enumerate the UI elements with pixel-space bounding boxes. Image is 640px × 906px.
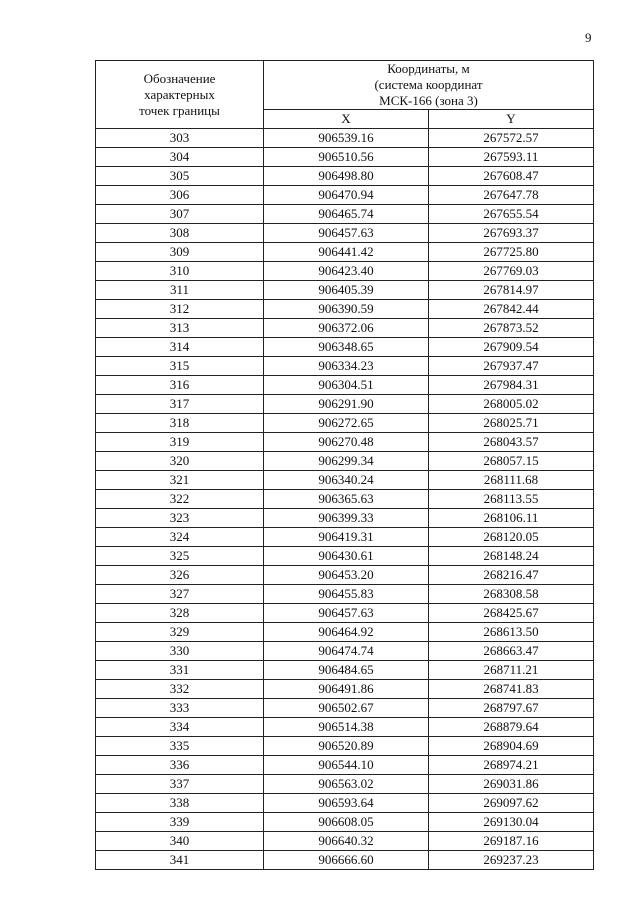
y-cell: 267655.54: [429, 205, 594, 224]
x-cell: 906514.38: [264, 718, 429, 737]
table-row: [96, 433, 594, 452]
table-row: [96, 300, 594, 319]
coordinates-line-3: МСК-166 (зона 3): [379, 93, 478, 108]
y-cell: 267693.37: [429, 224, 594, 243]
point-cell: 320: [96, 452, 264, 471]
table-row: [96, 794, 594, 813]
table-row: [96, 509, 594, 528]
table-row: [96, 547, 594, 566]
point-cell: 327: [96, 585, 264, 604]
table-row: [96, 661, 594, 680]
y-cell: 269097.62: [429, 794, 594, 813]
point-cell: 310: [96, 262, 264, 281]
table-row: [96, 737, 594, 756]
table-row: [96, 357, 594, 376]
table-row: [96, 699, 594, 718]
point-cell: 308: [96, 224, 264, 243]
x-cell: 906640.32: [264, 832, 429, 851]
y-cell: 267984.31: [429, 376, 594, 395]
y-cell: 269130.04: [429, 813, 594, 832]
point-cell: 338: [96, 794, 264, 813]
point-cell: 321: [96, 471, 264, 490]
table-row: [96, 775, 594, 794]
x-cell: 906457.63: [264, 224, 429, 243]
point-cell: 335: [96, 737, 264, 756]
y-cell: 268663.47: [429, 642, 594, 661]
coordinates-group-header: [264, 61, 594, 110]
x-cell: 906455.83: [264, 585, 429, 604]
x-cell: 906430.61: [264, 547, 429, 566]
point-cell: 329: [96, 623, 264, 642]
table-row: [96, 585, 594, 604]
y-cell: 268425.67: [429, 604, 594, 623]
point-cell: 322: [96, 490, 264, 509]
y-cell: 268043.57: [429, 433, 594, 452]
x-cell: 906465.74: [264, 205, 429, 224]
table-row: [96, 528, 594, 547]
point-cell: 315: [96, 357, 264, 376]
point-cell: 336: [96, 756, 264, 775]
table-row: [96, 167, 594, 186]
table-row: [96, 262, 594, 281]
point-cell: 313: [96, 319, 264, 338]
x-cell: 906291.90: [264, 395, 429, 414]
point-cell: 340: [96, 832, 264, 851]
table-row: [96, 604, 594, 623]
table-row: [96, 490, 594, 509]
table-row: [96, 224, 594, 243]
y-cell: 267873.52: [429, 319, 594, 338]
table-row: [96, 338, 594, 357]
y-cell: 268057.15: [429, 452, 594, 471]
table-row: [96, 566, 594, 585]
table-row: [96, 376, 594, 395]
point-cell: 332: [96, 680, 264, 699]
x-cell: 906453.20: [264, 566, 429, 585]
table-row: [96, 205, 594, 224]
table-row: [96, 129, 594, 148]
point-cell: 309: [96, 243, 264, 262]
point-cell: 337: [96, 775, 264, 794]
coordinates-line-2: (система координат: [374, 77, 483, 92]
x-cell: 906334.23: [264, 357, 429, 376]
table-row: [96, 471, 594, 490]
x-cell: 906498.80: [264, 167, 429, 186]
x-cell: 906457.63: [264, 604, 429, 623]
y-cell: 267909.54: [429, 338, 594, 357]
y-cell: 268741.83: [429, 680, 594, 699]
point-cell: 323: [96, 509, 264, 528]
table-row: [96, 148, 594, 167]
y-cell: 269237.23: [429, 851, 594, 870]
y-cell: 267842.44: [429, 300, 594, 319]
point-cell: 324: [96, 528, 264, 547]
y-cell: 268120.05: [429, 528, 594, 547]
y-cell: 268308.58: [429, 585, 594, 604]
point-label-line-2: характерных: [144, 86, 215, 102]
point-cell: 318: [96, 414, 264, 433]
x-cell: 906348.65: [264, 338, 429, 357]
y-cell: 267593.11: [429, 148, 594, 167]
point-label-header: [96, 61, 264, 129]
table-row: [96, 832, 594, 851]
page-number: 9: [585, 30, 592, 45]
table-row: [96, 813, 594, 832]
x-cell: 906563.02: [264, 775, 429, 794]
x-cell: 906423.40: [264, 262, 429, 281]
y-cell: 268148.24: [429, 547, 594, 566]
point-label-line-3: точек границы: [139, 102, 220, 118]
y-cell: 268111.68: [429, 471, 594, 490]
table-row: [96, 281, 594, 300]
x-cell: 906474.74: [264, 642, 429, 661]
y-cell: 268216.47: [429, 566, 594, 585]
x-cell: 906470.94: [264, 186, 429, 205]
y-cell: 269031.86: [429, 775, 594, 794]
table-body: [96, 129, 594, 870]
x-cell: 906272.65: [264, 414, 429, 433]
table-row: [96, 851, 594, 870]
y-column-header: Y: [429, 110, 594, 129]
x-cell: 906510.56: [264, 148, 429, 167]
point-cell: 303: [96, 129, 264, 148]
point-cell: 319: [96, 433, 264, 452]
y-cell: 268025.71: [429, 414, 594, 433]
x-cell: 906608.05: [264, 813, 429, 832]
y-cell: 268005.02: [429, 395, 594, 414]
point-cell: 328: [96, 604, 264, 623]
x-cell: 906539.16: [264, 129, 429, 148]
table-row: [96, 756, 594, 775]
table-row: [96, 452, 594, 471]
x-cell: 906372.06: [264, 319, 429, 338]
point-cell: 316: [96, 376, 264, 395]
table-row: [96, 642, 594, 661]
x-cell: 906405.39: [264, 281, 429, 300]
coordinates-table: [95, 60, 594, 870]
point-label-line-1: Обозначение: [143, 70, 216, 86]
x-cell: 906666.60: [264, 851, 429, 870]
y-cell: 268613.50: [429, 623, 594, 642]
point-cell: 331: [96, 661, 264, 680]
x-cell: 906399.33: [264, 509, 429, 528]
point-cell: 325: [96, 547, 264, 566]
x-cell: 906593.64: [264, 794, 429, 813]
point-cell: 333: [96, 699, 264, 718]
x-cell: 906441.42: [264, 243, 429, 262]
table-row: [96, 395, 594, 414]
x-cell: 906304.51: [264, 376, 429, 395]
table-row: [96, 718, 594, 737]
x-cell: 906419.31: [264, 528, 429, 547]
y-cell: 268711.21: [429, 661, 594, 680]
x-cell: 906484.65: [264, 661, 429, 680]
y-cell: 267937.47: [429, 357, 594, 376]
y-cell: 267814.97: [429, 281, 594, 300]
y-cell: 268879.64: [429, 718, 594, 737]
table-row: [96, 623, 594, 642]
y-cell: 269187.16: [429, 832, 594, 851]
table-row: [96, 680, 594, 699]
x-cell: 906544.10: [264, 756, 429, 775]
point-cell: 317: [96, 395, 264, 414]
point-cell: 312: [96, 300, 264, 319]
point-cell: 341: [96, 851, 264, 870]
point-cell: 334: [96, 718, 264, 737]
x-cell: 906502.67: [264, 699, 429, 718]
y-cell: 268113.55: [429, 490, 594, 509]
y-cell: 267647.78: [429, 186, 594, 205]
table-row: [96, 414, 594, 433]
point-cell: 307: [96, 205, 264, 224]
y-cell: 268106.11: [429, 509, 594, 528]
y-cell: 268797.67: [429, 699, 594, 718]
point-cell: 311: [96, 281, 264, 300]
y-cell: 268904.69: [429, 737, 594, 756]
coordinates-line-1: Координаты, м: [387, 61, 470, 76]
table-row: [96, 319, 594, 338]
x-cell: 906340.24: [264, 471, 429, 490]
point-cell: 326: [96, 566, 264, 585]
x-cell: 906464.92: [264, 623, 429, 642]
point-cell: 304: [96, 148, 264, 167]
x-cell: 906270.48: [264, 433, 429, 452]
point-cell: 339: [96, 813, 264, 832]
x-cell: 906390.59: [264, 300, 429, 319]
x-cell: 906491.86: [264, 680, 429, 699]
y-cell: 268974.21: [429, 756, 594, 775]
x-column-header: X: [264, 110, 429, 129]
y-cell: 267572.57: [429, 129, 594, 148]
y-cell: 267725.80: [429, 243, 594, 262]
x-cell: 906520.89: [264, 737, 429, 756]
table-row: [96, 243, 594, 262]
point-cell: 330: [96, 642, 264, 661]
point-cell: 305: [96, 167, 264, 186]
x-cell: 906299.34: [264, 452, 429, 471]
table-row: [96, 186, 594, 205]
y-cell: 267608.47: [429, 167, 594, 186]
y-cell: 267769.03: [429, 262, 594, 281]
point-cell: 306: [96, 186, 264, 205]
point-cell: 314: [96, 338, 264, 357]
x-cell: 906365.63: [264, 490, 429, 509]
table-header: [96, 61, 594, 129]
